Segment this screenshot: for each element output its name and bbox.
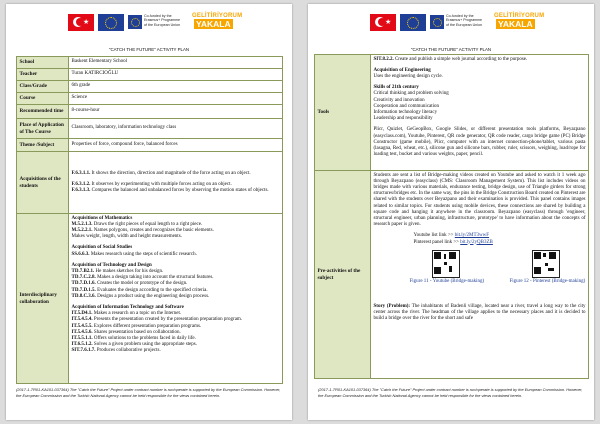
list-item: SS.6.6.3. Makes research using the steps of scientific research.	[71, 251, 197, 257]
list-item: SIT.7.6.1.7. Produces collaborative projects.	[71, 348, 161, 354]
list-item: Makes weight, length, width and height measurements.	[71, 234, 182, 240]
row-value-tools	[371, 55, 589, 171]
erasmus-cofund-logo: Co-funded by the Erasmus+ Programme of the European Union	[128, 14, 182, 32]
list-item: TD.7.C.2.8. Makes a design taking into account the structural features.	[71, 275, 214, 281]
plan-title: "CATCH THE FUTURE" ACTIVITY PLAN	[108, 47, 190, 52]
footer-disclaimer: (2017-1-TR01-KA101-037364) The "Catch the Future" Project under contract number is run/operate is supported by the European Commission. However, the European Commission and the Turkish National Agency cannot be held responsible for the views contained herein.	[16, 387, 281, 398]
list-item: Information technology literacy	[373, 109, 438, 115]
list-item: IT.5.D4.1. Makes a research on a topic on the Internet.	[71, 311, 182, 317]
turkey-flag-icon: ★	[370, 14, 396, 31]
eu-flag-icon	[400, 14, 426, 31]
tools-list: Plicr, Quizlet, GeGeopBox, Google Slides, or different presentation tools platforms, Beyazpano (easyclass.com), Youtube, Pinterest, QR code generator, QR code reader, cargo bridge game (PC) Bridge Constructor (game mobile), Plicr, computer with an internet connection-phone/tablet, various pasta (lasagna, Red, wheat, etc.), silicone gun and silicone bars, rubber, ruler, scissors, weighing, load/rope for loading test, bucket and various weights, paper, pencil.	[373, 127, 586, 158]
table-row	[17, 81, 283, 93]
row-value-teacher: Turan KATIRCIOĞLU	[69, 69, 283, 81]
row-label-class: Class/Grade	[17, 81, 69, 93]
list-item: Critical thinking and problem solving	[373, 91, 449, 97]
section-heading: Acquisition of Information Technology and Software	[71, 304, 184, 310]
row-value-interdisciplinary	[69, 214, 283, 384]
header-logos	[308, 12, 594, 46]
list-item: TD.8.C.3.6. Designs a product using the engineering design process.	[71, 293, 210, 299]
section-heading: Acquisitions of Mathematics	[71, 215, 133, 221]
table-row	[17, 105, 283, 119]
pinterest-link[interactable]: bit.ly/2yQB3ZB	[460, 239, 493, 245]
table-row	[17, 69, 283, 81]
header-logos	[6, 12, 292, 46]
table-row	[17, 93, 283, 105]
row-value-pre-activities	[371, 171, 589, 379]
row-value-time: 8-course-hour	[69, 105, 283, 119]
section-heading: Acquisition of Engineering	[373, 67, 431, 73]
youtube-link[interactable]: bit.ly/2MT3wwF	[454, 233, 490, 239]
turkey-flag-icon: ★	[68, 14, 94, 31]
qr-code-icon	[432, 250, 460, 278]
youtube-link-line: Youtube list link >> bit.ly/2MT3wwF	[413, 233, 490, 239]
table-row	[17, 214, 283, 384]
list-item: Leadership and responsibility	[373, 116, 433, 122]
row-label-pre-activities: Pre-activities of the subject	[315, 171, 371, 379]
row-label-theme: Theme /Subject	[17, 139, 69, 152]
qr-code-icon	[532, 250, 560, 278]
list-item: SIT.8.2.2. Create and publish a simple web journal according to the purpose.	[373, 56, 528, 62]
row-label-school: School	[17, 57, 69, 69]
table-row	[17, 119, 283, 139]
story-problem: Story (Problem): The inhabitants of Badenli village, located near a river, travel a long way to the city center across the river. The headman of the village applies to the necessary places and it is decided to build a bridge over the river for the short and safe	[373, 303, 586, 322]
row-value-place: Classroom, laboratory, information technology class	[69, 119, 283, 139]
catch-the-future-logo: GELİTİRİYORUM YAKALA	[494, 13, 545, 29]
footer-disclaimer: (2017-1-TR01-KA101-037364) The "Catch the Future" Project under contract number is run/operate is supported by the European Commission. However, the European Commission and the Turkish National Agency cannot be held responsible for the views contained herein.	[318, 387, 583, 398]
list-item: Cooperation and communication	[373, 103, 440, 109]
row-value-school: Baskent Elementary School	[69, 57, 283, 69]
right-page	[308, 4, 594, 420]
activity-plan-table-continued	[314, 54, 589, 379]
list-item: IT.5.4.5.6. Shares presentation based on collaboration.	[71, 329, 181, 335]
list-item: IT.5.4.5.4. Presents the presentation created by the presentation preparation program.	[71, 317, 243, 323]
table-row	[17, 57, 283, 69]
row-value-theme: Properties of force, compound force, balanced forces	[69, 139, 283, 152]
table-row	[17, 152, 283, 214]
plan-title: "CATCH THE FUTURE" ACTIVITY PLAN	[410, 47, 492, 52]
list-item: Creativity and innovation	[373, 97, 425, 103]
figure-11-caption: Figure 11 - Youtube (Bridge-making)	[409, 278, 485, 284]
list-item: IT.5.4.5.5. Explores different presentation preparation programs.	[71, 323, 202, 329]
list-item: M.5.2.1.3. Draws the right pieces of equal length to a right piece.	[71, 221, 203, 227]
row-label-time: Recommended time	[17, 105, 69, 119]
list-item: F.6.3.1.3. Compares the balanced and unbalanced forces by observing the motion states of objects.	[71, 188, 269, 194]
list-item: IT.6.5.1.2. Solves a given problem using the appropriate steps.	[71, 342, 197, 348]
section-heading: Skills of 21th century	[373, 85, 419, 91]
table-row	[17, 139, 283, 152]
figure-12-caption: Figure 12 - Pinterest (Bridge-making)	[509, 278, 586, 284]
list-item: Uses the engineering design cycle.	[373, 73, 443, 79]
catch-the-future-logo: GELİTİRİYORUM YAKALA	[192, 13, 243, 29]
erasmus-cofund-logo: Co-funded by the Erasmus+ Programme of the European Union	[430, 14, 484, 32]
list-item: TD.7.B2.1. He makes sketches for his design.	[71, 268, 164, 274]
row-label-interdisciplinary: Interdisciplinary collaboration	[17, 214, 69, 384]
row-label-place: Place of Application of The Course	[17, 119, 69, 139]
table-row	[315, 171, 589, 379]
pinterest-link-line: Pinterest panel link >> bit.ly/2yQB3ZB	[413, 239, 493, 245]
section-heading: Acquisition of Technology and Design	[71, 262, 152, 268]
row-label-teacher: Teacher	[17, 69, 69, 81]
row-label-acquisitions: Acquisitions of the students	[17, 152, 69, 214]
row-label-tools: Tools	[315, 55, 371, 171]
list-item: TD.7.D.1.5. Evaluates the design according to the specified criteria.	[71, 287, 208, 293]
section-heading: Acquisition of Social Studies	[71, 245, 133, 251]
left-page	[6, 4, 292, 420]
list-item: TD.7.D.1.6. Creates the model or prototype of the design.	[71, 281, 188, 287]
list-item: F.6.3.1.2. It observes by experimenting with multiple forces acting on an object.	[71, 181, 232, 187]
row-value-acquisitions	[69, 152, 283, 214]
eu-flag-icon	[98, 14, 124, 31]
qr-codes	[374, 248, 586, 304]
table-row	[315, 55, 589, 171]
list-item: IT.5.5.1.1. Offers solutions to the problems faced in daily life.	[71, 335, 196, 341]
activity-plan-table	[16, 56, 283, 384]
list-item: M.5.2.2.1. Names polygons, creates and recognizes the basic elements.	[71, 227, 214, 233]
row-value-class: 6th grade	[69, 81, 283, 93]
row-label-course: Course	[17, 93, 69, 105]
row-value-course: Science	[69, 93, 283, 105]
list-item: F.6.3.1.1. It shows the direction, direction and magnitude of the force acting on an object.	[71, 170, 251, 176]
pre-activity-text: Students are sent a list of Bridge-making videos created on Youtube and asked to watch it 1 week ago through Beyazpano (easyclass) (CMS: Classroom Management System). This list includes videos on bridges made with various materials, endurance testing, bridge design, use of Triangle girders for strong structures/bridges etc. In the same way, the pins in the Bridge Construction Board created on Pinterest are shared with the students over Beyazpano and their examination is provided. This panel contains images related to similar topics. For students using mobile devices, these connections are shared by building a square code and hanging it anywhere in the classroom. Beyazpano (easyclass) through 'engineer, structural engineer, urban planning, infrastructure, prototype' to have information about the concepts of research paper is given.	[373, 172, 586, 228]
